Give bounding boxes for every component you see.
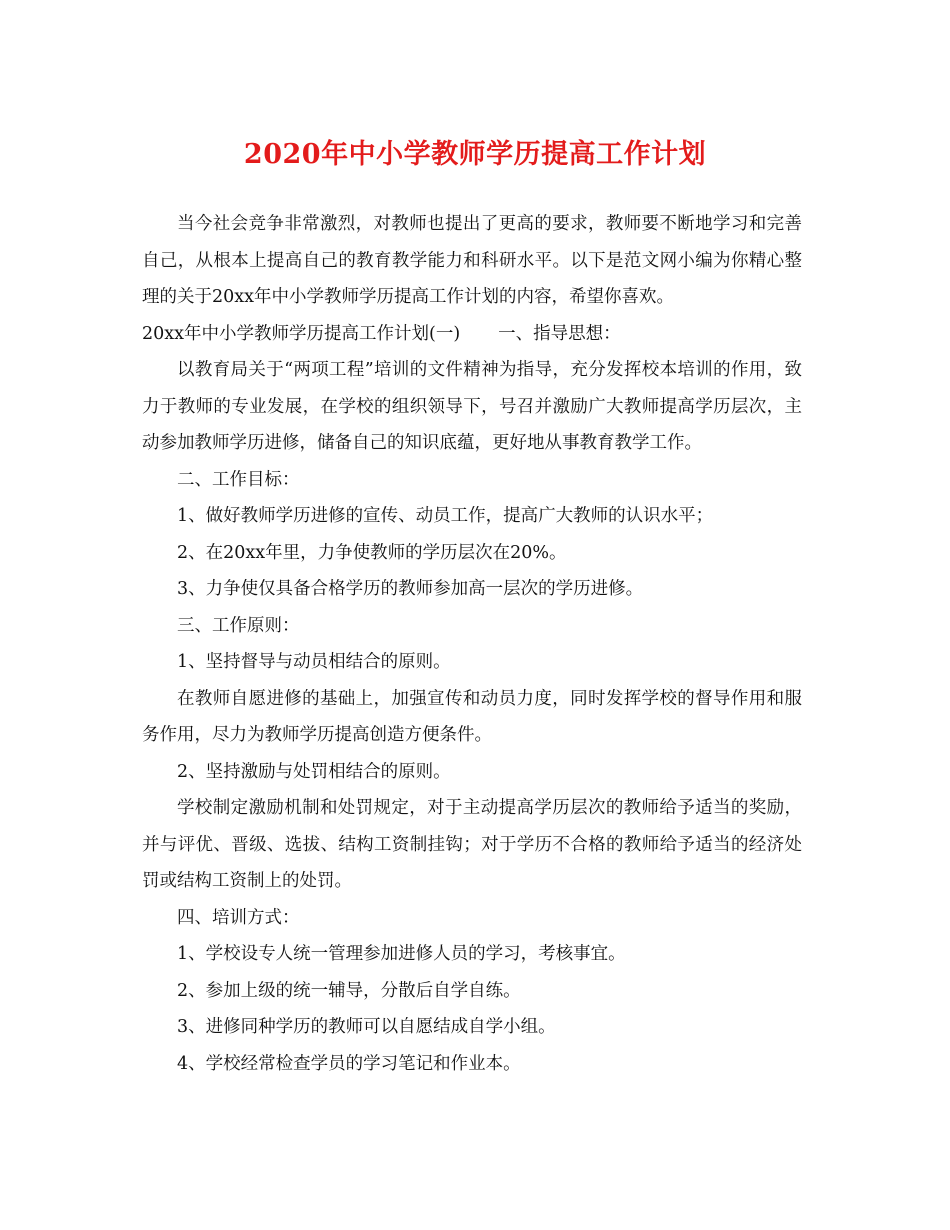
plan-heading-line — [142, 316, 802, 353]
intro-paragraph: 当今社会竞争非常激烈，对教师也提出了更高的要求，教师要不断地学习和完善自己，从根本上提高自己的教育教学能力和科研水平。以下是范文网小编为你精心整理的关于20xx年中小学教师学历提高工作计划的内容，希望你喜欢。 — [142, 214, 802, 307]
principle1-paragraph: 在教师自愿进修的基础上，加强宣传和动员力度，同时发挥学校的督导作用和服务作用，尽力为教师学历提高创造方便条件。 — [142, 688, 802, 745]
section3-heading: 三、工作原则： — [177, 615, 300, 636]
section2-item: 1、做好教师学历进修的宣传、动员工作，提高广大教师的认识水平； — [177, 506, 714, 526]
section2-heading: 二、工作目标： — [177, 469, 300, 490]
section2-item: 3、力争使仅具备合格学历的教师参加高一层次的学历进修。 — [177, 579, 644, 599]
document-title: 2020年中小学教师学历提高工作计划 — [243, 139, 707, 170]
section4-item: 1、学校设专人统一管理参加进修人员的学习，考核事宜。 — [177, 944, 626, 964]
section4-item: 2、参加上级的统一辅导，分散后自学自练。 — [177, 980, 521, 1001]
plan-heading: 20xx年中小学教师学历提高工作计划(一) — [142, 323, 461, 344]
document-body — [142, 206, 802, 1082]
section4-heading: 四、培训方式： — [177, 907, 300, 928]
principle2-heading: 2、坚持激励与处罚相结合的原则。 — [177, 761, 451, 782]
section1-paragraph: 以教育局关于“两项工程”培训的文件精神为指导，充分发挥校本培训的作用，致力于教师的专业发展，在学校的组织领导下，号召并激励广大教师提高学历层次，主动参加教师学历进修，储备自己的知识底蕴，更好地从事教育教学工作。 — [142, 360, 802, 453]
section4-item: 4、学校经常检查学员的学习笔记和作业本。 — [177, 1053, 521, 1074]
section4-item: 3、进修同种学历的教师可以自愿结成自学小组。 — [177, 1017, 556, 1037]
principle2-paragraph: 学校制定激励机制和处罚规定，对于主动提高学历层次的教师给予适当的奖励，并与评优、晋级、选拔、结构工资制挂钩；对于学历不合格的教师给予适当的经济处罚或结构工资制上的处罚。 — [142, 798, 802, 891]
section1-heading: 一、指导思想： — [498, 323, 621, 344]
principle1-heading: 1、坚持督导与动员相结合的原则。 — [177, 652, 451, 672]
section2-item: 2、在20xx年里，力争使教师的学历层次在20%。 — [177, 542, 567, 563]
